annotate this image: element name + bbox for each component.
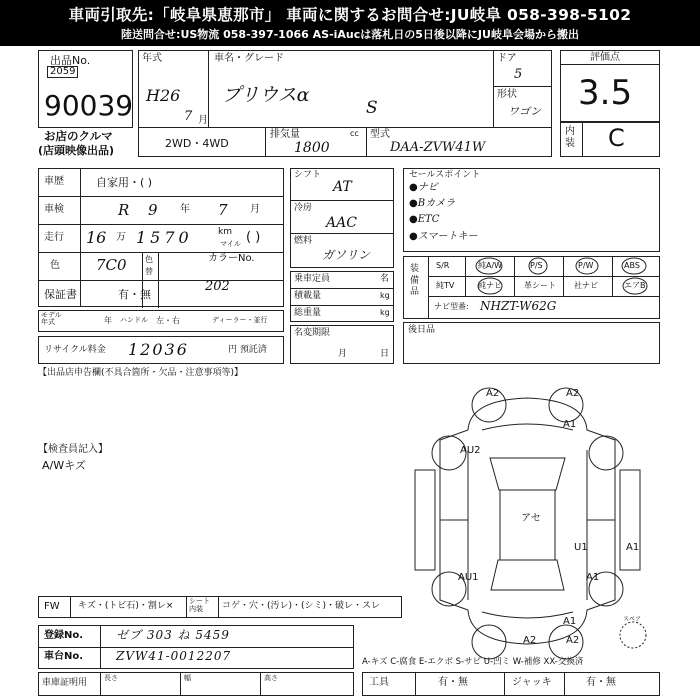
shift-label: シフト xyxy=(294,170,322,180)
mark-rear-left: A2 xyxy=(523,635,537,646)
grade-value: S xyxy=(366,98,378,118)
chassis-value: ZVW41-0012207 xyxy=(116,649,232,663)
history-value: 自家用・( ) xyxy=(96,176,153,189)
model-label: 車名・グレード xyxy=(214,53,284,64)
color-change-1: 色 xyxy=(145,255,153,264)
inspector-label: 【検査員記入】 xyxy=(38,444,108,455)
deadline-day: 日 xyxy=(380,349,390,359)
damage-legend: A-キズ C-腐食 E-エクボ S-サビ U-凹ミ W-補修 XX-交換済 xyxy=(362,657,584,667)
jack-value: 有・無 xyxy=(586,677,616,688)
mileage-label: 走行 xyxy=(44,232,64,243)
gross-unit: kg xyxy=(380,308,390,317)
jack-label: ジャッキ xyxy=(512,677,552,688)
model-year-unit: 年 xyxy=(104,316,112,325)
door-value: 5 xyxy=(514,67,523,82)
reg-label: 登録No. xyxy=(44,630,84,641)
year-label: 年式 xyxy=(142,53,162,64)
reg-value: ゼブ 303 ね 5459 xyxy=(116,628,230,642)
month-value: 7 xyxy=(184,109,193,124)
ac-value: AAC xyxy=(326,215,357,231)
mark-rear-right: A2 xyxy=(566,635,580,646)
cert-height: 高さ xyxy=(264,674,278,682)
lot-number: 90039 xyxy=(44,89,134,122)
selling-point-4: ●スマートキー xyxy=(409,231,478,242)
door-label: ドア xyxy=(497,53,517,64)
inspection-month: 7 xyxy=(218,201,228,219)
inspection-month-unit: 月 xyxy=(250,204,260,215)
displacement-value: 1800 xyxy=(294,140,330,156)
mark-right-door: U1 xyxy=(574,542,588,553)
shift-value: AT xyxy=(333,179,352,195)
equipment-label: 装備品 xyxy=(410,264,420,298)
month-unit: 月 xyxy=(198,115,208,126)
navi-model: NHZT-W62G xyxy=(480,299,557,313)
mileage-paren: ( ) xyxy=(246,230,261,245)
cert-label: 車庫証明用 xyxy=(42,678,88,688)
fw-items: キズ・(トビ石)・割レ× xyxy=(78,601,174,611)
inspection-year-unit: 年 xyxy=(180,204,190,215)
mark-right-rear: A1 xyxy=(586,572,600,583)
deadline-month: 月 xyxy=(338,349,348,359)
eq-abs: ABS xyxy=(624,261,640,270)
eq-tv: 純TV xyxy=(436,281,455,290)
selling-point-2: ●Bカメラ xyxy=(409,198,456,209)
color-label: 色 xyxy=(50,260,60,271)
color-no-value: 202 xyxy=(205,279,230,294)
mileage-km: km xyxy=(218,227,232,237)
shape-value: ワゴン xyxy=(508,105,541,118)
mark-rear-bumper: A1 xyxy=(563,616,577,627)
mark-left-rear: AU1 xyxy=(458,572,479,583)
mileage-man: 16 xyxy=(86,228,107,247)
capacity-unit: 名 xyxy=(380,274,390,284)
eq-airbag: エアB xyxy=(624,281,646,290)
seat-label: シート内装 xyxy=(189,597,210,613)
handle-value: 左・右 xyxy=(156,316,180,325)
cc-unit: cc xyxy=(350,129,359,138)
seller-comment-label: 【出品店申告欄(不具合箇所・欠品・注意事項等)】 xyxy=(38,368,244,378)
ac-label: 冷房 xyxy=(294,203,313,213)
navi-label: ナビ型番: xyxy=(434,302,469,311)
fuel-value: ガソリン xyxy=(322,248,371,262)
mark-front-right: A2 xyxy=(566,388,580,399)
recycle-unit: 円 預託済 xyxy=(228,345,267,355)
selling-label: セールスポイント xyxy=(409,170,481,180)
drive-value: 2WD・4WD xyxy=(165,137,229,150)
selling-point-1: ●ナビ xyxy=(409,182,438,193)
color-change-2: 替 xyxy=(145,267,153,276)
dealer-label: ディーラー・並行 xyxy=(212,316,268,324)
recycle-value: 12036 xyxy=(128,340,189,359)
inspection-label: 車検 xyxy=(44,204,64,215)
score-label: 評価点 xyxy=(590,52,620,63)
handle-label: ハンドル xyxy=(120,316,148,324)
capacity-label: 乗車定員 xyxy=(294,274,331,284)
tools-value: 有・無 xyxy=(438,677,468,688)
eq-sr: S/R xyxy=(436,261,450,270)
warranty-label: 保証書 xyxy=(44,288,77,301)
seat-items: コゲ・穴・(汚レ)・(シミ)・破レ・スレ xyxy=(222,601,381,611)
year-value: H26 xyxy=(146,86,181,105)
shop-line2: (店頭映像出品) xyxy=(38,144,115,157)
displacement-label: 排気量 xyxy=(270,129,300,140)
tools-label: 工具 xyxy=(369,677,389,688)
mileage-mile: マイル xyxy=(220,240,241,248)
shop-line1: お店のクルマ xyxy=(44,129,113,143)
header-line1: 車両引取先:「岐阜県恵那市」 車両に関するお問合せ:JU岐阜 058-398-5102 xyxy=(68,6,632,24)
inspection-year: 9 xyxy=(148,201,158,219)
recycle-label: リサイクル料金 xyxy=(44,345,106,355)
lot-label: 出品No. xyxy=(50,54,91,67)
post-date-label: 後日品 xyxy=(408,325,436,335)
mileage-rest: 1570 xyxy=(136,228,193,247)
score-value: 3.5 xyxy=(578,73,633,113)
color-no-label: カラーNo. xyxy=(208,253,255,264)
load-label: 積載量 xyxy=(294,291,322,301)
type-label: 型式 xyxy=(370,129,390,140)
mark-front-left: A2 xyxy=(486,388,500,399)
type-value: DAA-ZVW41W xyxy=(390,140,486,155)
interior-label: 内装 xyxy=(565,126,575,149)
eq-ps: P/S xyxy=(530,261,543,270)
history-label: 車歴 xyxy=(44,176,64,187)
cert-width: 幅 xyxy=(184,674,191,682)
selling-point-3: ●ETC xyxy=(409,214,440,225)
deadline-label: 名変期限 xyxy=(294,328,331,338)
eq-aw: 純A/W xyxy=(478,261,503,270)
mark-front-fender: AU2 xyxy=(460,445,481,456)
header-line2: 陸送問合せ:US物流 058-397-1066 AS-iAucは落札日の5日後以降にJU岐阜会場から搬出 xyxy=(121,28,579,41)
color-value: 7C0 xyxy=(96,256,127,274)
fw-label: FW xyxy=(44,601,60,612)
model-value: プリウスα xyxy=(222,84,310,106)
load-unit: kg xyxy=(380,291,390,300)
lot-code: 2059 xyxy=(47,66,78,78)
chassis-label: 車台No. xyxy=(44,651,84,662)
cert-length: 長さ xyxy=(104,674,118,682)
fuel-label: 燃料 xyxy=(294,236,313,246)
mileage-man-unit: 万 xyxy=(116,232,126,243)
inspection-era: R xyxy=(118,201,130,219)
interior-value: C xyxy=(608,124,625,152)
mark-roof: アセ xyxy=(521,513,541,524)
eq-navi: 純ナビ xyxy=(478,281,502,290)
warranty-value: 有・無 xyxy=(118,288,151,301)
gross-label: 総重量 xyxy=(294,308,322,318)
model-year-label: モデル年式 xyxy=(41,311,62,327)
eq-leather: 革シート xyxy=(524,281,556,290)
spare-label: スペア xyxy=(623,616,642,623)
mark-front-bumper: A1 xyxy=(563,419,577,430)
eq-third-navi: 社ナビ xyxy=(574,281,598,290)
inspector-note: A/Wキズ xyxy=(42,459,86,472)
shape-label: 形状 xyxy=(497,89,517,100)
mark-right-step: A1 xyxy=(626,542,640,553)
eq-pw: P/W xyxy=(578,261,594,270)
